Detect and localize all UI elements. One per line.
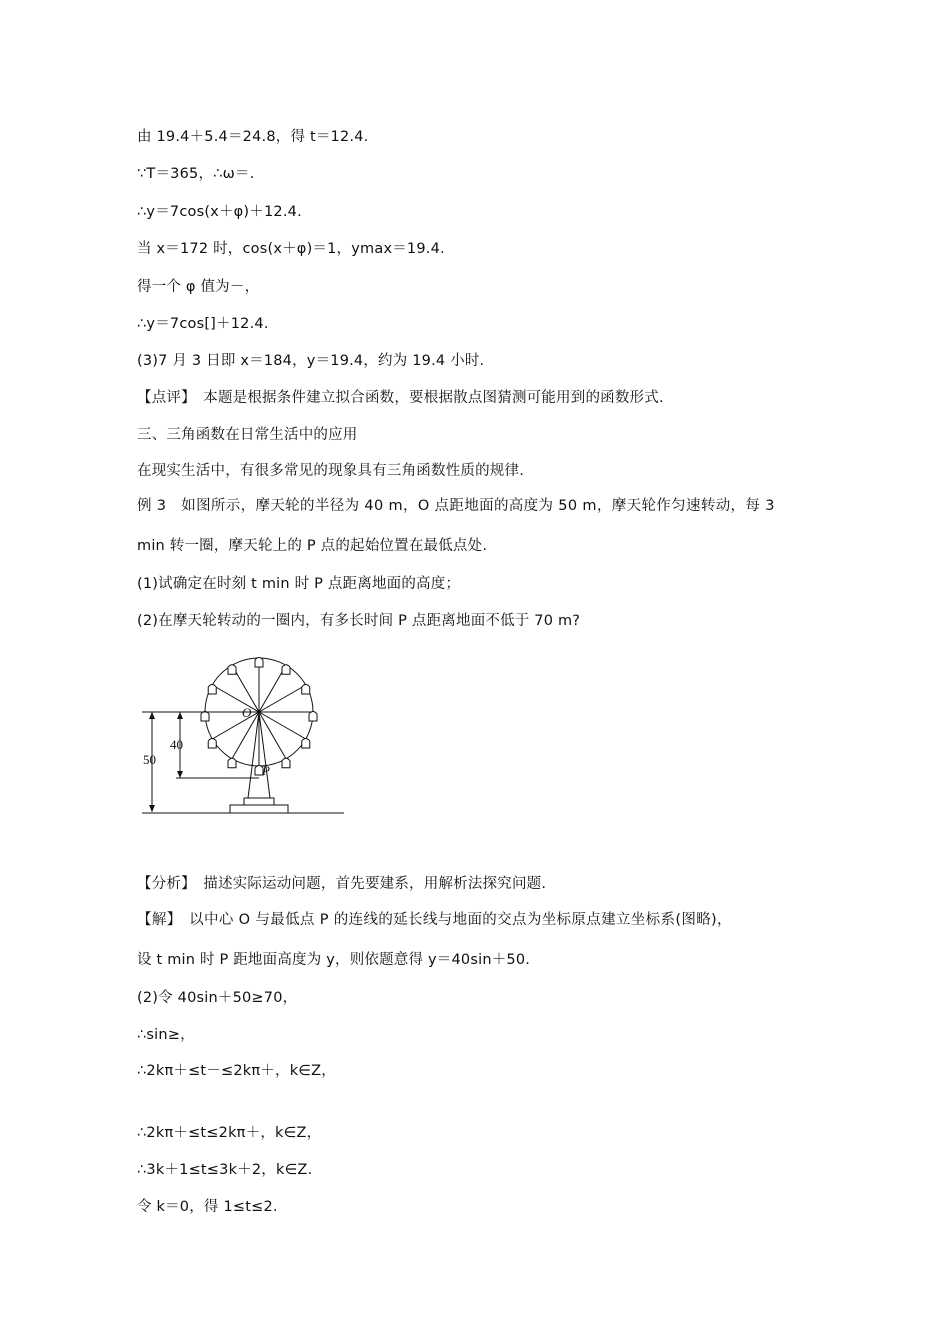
cabin — [228, 665, 236, 675]
solution-line-1: 【解】 以中心 O 与最低点 P 的连线的延长线与地面的交点为坐标原点建立坐标系(图略)， — [137, 912, 732, 928]
text-line-5: 得一个 φ 值为－， — [137, 279, 260, 295]
cabin — [255, 658, 263, 668]
example-3-line-1: 例 3 如图所示，摩天轮的半径为 40 m，O 点距地面的高度为 50 m，摩天轮作匀速转动，每 3 — [137, 498, 775, 514]
cabin — [201, 712, 209, 722]
text-line-10: 在现实生活中，有很多常见的现象具有三角函数性质的规律. — [137, 463, 525, 479]
section-heading: 三、三角函数在日常生活中的应用 — [137, 427, 358, 443]
text-line-4: 当 x＝172 时，cos(x＋φ)＝1，ymax＝19.4. — [137, 241, 445, 257]
analysis-line: 【分析】 描述实际运动问题，首先要建系，用解析法探究问题. — [137, 876, 547, 892]
comment-line: 【点评】 本题是根据条件建立拟合函数，要根据散点图猜测可能用到的函数形式. — [137, 390, 664, 406]
spoke — [259, 712, 306, 739]
cabin — [302, 685, 310, 695]
spoke — [259, 685, 306, 712]
support-leg-right — [259, 712, 270, 798]
cabin — [282, 758, 290, 768]
example-3-line-2: min 转一圈，摩天轮上的 P 点的起始位置在最低点处. — [137, 538, 488, 554]
solution-line-5: ∴2kπ＋≤t－≤2kπ＋，k∈Z， — [137, 1063, 336, 1079]
text-line-2: ∵T＝365，∴ω＝. — [137, 166, 255, 182]
spoke — [212, 685, 259, 712]
arrow-50-top — [149, 712, 155, 719]
solution-line-3: (2)令 40sin＋50≥70， — [137, 990, 298, 1006]
arrow-50-bottom — [149, 805, 155, 812]
cabin — [282, 665, 290, 675]
solution-line-6: ∴2kπ＋≤t≤2kπ＋，k∈Z， — [137, 1125, 322, 1141]
text-line-7: (3)7 月 3 日即 x＝184，y＝19.4，约为 19.4 小时. — [137, 353, 485, 369]
text-line-3: ∴y＝7cos(x＋φ)＋12.4. — [137, 204, 302, 220]
ferris-wheel-figure — [138, 648, 348, 818]
solution-line-2: 设 t min 时 P 距地面高度为 y，则依题意得 y＝40sin＋50. — [137, 952, 531, 968]
text-line-1: 由 19.4＋5.4＝24.8，得 t＝12.4. — [137, 129, 369, 145]
question-1: (1)试确定在时刻 t min 时 P 点距离地面的高度； — [137, 576, 461, 592]
spoke — [259, 712, 286, 759]
cabin — [309, 712, 317, 722]
cabin — [228, 758, 236, 768]
center-point-o — [257, 710, 260, 713]
solution-line-8: 令 k＝0，得 1≤t≤2. — [137, 1199, 278, 1215]
arrow-40-top — [177, 712, 183, 719]
cabin — [208, 685, 216, 695]
wheel-base — [230, 805, 288, 813]
cabin — [208, 739, 216, 749]
question-2: (2)在摩天轮转动的一圈内，有多长时间 P 点距离地面不低于 70 m? — [137, 613, 581, 629]
solution-line-4: ∴sin≥， — [137, 1027, 195, 1043]
solution-line-7: ∴3k＋1≤t≤3k＋2，k∈Z. — [137, 1162, 313, 1178]
support-leg-left — [248, 712, 259, 798]
cabin — [302, 739, 310, 749]
label-p: P — [262, 763, 270, 778]
ferris-wheel-diagram — [138, 648, 348, 818]
label-o: O — [242, 705, 252, 720]
wheel-base-top — [244, 798, 274, 805]
text-line-6: ∴y＝7cos[]＋12.4. — [137, 316, 269, 332]
spoke — [212, 712, 259, 739]
label-40: 40 — [170, 737, 183, 752]
label-50: 50 — [143, 752, 156, 767]
arrow-40-bottom — [177, 771, 183, 778]
